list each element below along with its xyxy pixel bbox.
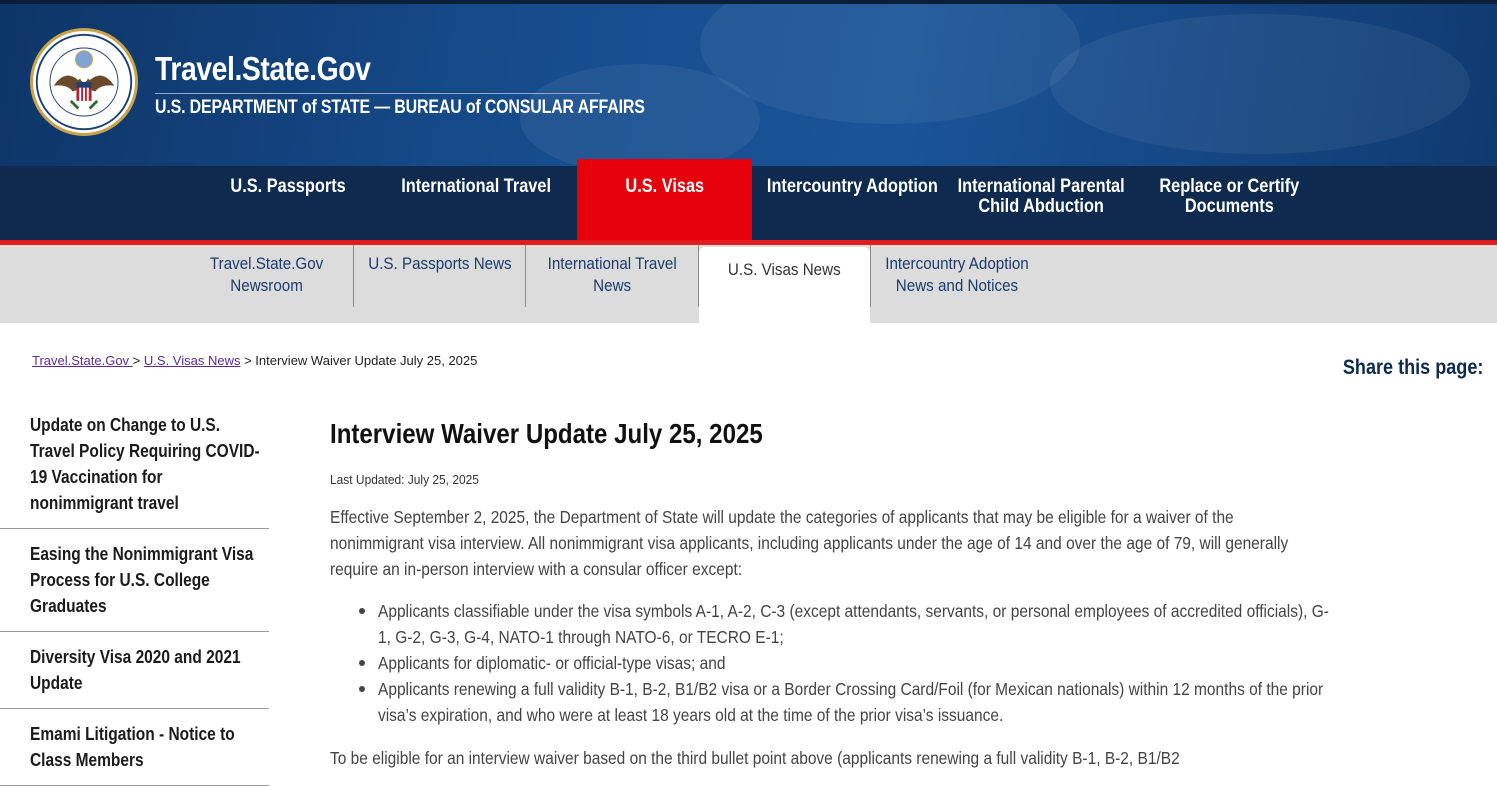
nav-replace-or-certify-documents[interactable]: Replace or Certify Documents: [1159, 176, 1299, 217]
list-item: Applicants for diplomatic- or official-type visas; and: [378, 650, 1295, 676]
breadcrumb: [32, 353, 477, 368]
nav-us-passports[interactable]: U.S. Passports: [230, 176, 346, 197]
list-item: Applicants classifiable under the visa symbols A-1, A-2, C-3 (except attendants, servants, or personal employees of accredited officials), G-1, G-2, G-3, G-4, NATO-1 through NATO-6, or TECRO E-1;: [378, 598, 1295, 650]
site-subtitle: U.S. DEPARTMENT of STATE — BUREAU of CONSULAR AFFAIRS: [155, 97, 645, 118]
article-content: [330, 418, 1329, 771]
article-closing-paragraph: To be eligible for an interview waiver based on the third bullet point above (applicants renewing a full validity B-1, B-2, B1/B2: [330, 748, 1180, 768]
list-item: Applicants renewing a full validity B-1, B-2, B1/B2 visa or a Border Crossing Card/Foil (for Mexican nationals) within 12 months of the prior visa’s expiration, and who were at least 18 years old at the time of the prior visa’s issuance.: [378, 676, 1295, 728]
department-seal-logo[interactable]: [30, 28, 138, 136]
map-texture: [1050, 14, 1470, 154]
main-navigation: [0, 166, 1497, 240]
breadcrumb-link-visas-news[interactable]: U.S. Visas News: [143, 353, 241, 368]
sidebar-item-covid-vaccination-policy[interactable]: Update on Change to U.S. Travel Policy Requiring COVID- 19 Vaccination for nonimmigrant travel: [0, 400, 269, 529]
site-title[interactable]: Travel.State.Gov: [155, 50, 371, 87]
nav-intercountry-adoption[interactable]: Intercountry Adoption: [766, 176, 938, 197]
subnav-international-travel-news[interactable]: International Travel News: [547, 255, 677, 295]
breadcrumb-separator: >: [132, 353, 144, 368]
share-this-page-label: Share this page:: [1342, 356, 1483, 379]
breadcrumb-current: Interview Waiver Update July 25, 2025: [255, 353, 478, 368]
sidebar-item-easing-visa-process[interactable]: Easing the Nonimmigrant Visa Process for U.S. College Graduates: [0, 529, 269, 632]
title-divider: [155, 93, 600, 94]
site-header: [0, 4, 1497, 166]
eagle-seal-icon: [33, 31, 135, 133]
article-intro-paragraph: Effective September 2, 2025, the Department of State will update the categories of applicants that may be eligible for a waiver of the nonimmigrant visa interview. All nonimmigrant visa applicants, including applicants under the age of 14 and over the age of 79, will generally require an in-person interview with a consular officer except:: [330, 507, 1289, 579]
subnav-intercountry-adoption-news[interactable]: Intercountry Adoption News and Notices: [885, 255, 1029, 295]
nav-international-parental-child-abduction[interactable]: International Parental Child Abduction: [957, 176, 1125, 217]
nav-international-travel[interactable]: International Travel: [401, 176, 551, 197]
sidebar-item-diversity-visa-update[interactable]: Diversity Visa 2020 and 2021 Update: [0, 632, 269, 709]
sidebar-item-emami-litigation[interactable]: Emami Litigation - Notice to Class Members: [0, 709, 269, 786]
news-subnavigation: [0, 245, 1497, 323]
subnav-us-passports-news[interactable]: U.S. Passports News: [367, 255, 512, 273]
breadcrumb-link-home[interactable]: Travel.State.Gov: [32, 353, 133, 368]
breadcrumb-separator: >: [240, 353, 256, 368]
subnav-us-visas-news[interactable]: U.S. Visas News: [699, 247, 870, 323]
page-title: Interview Waiver Update July 25, 2025: [330, 418, 763, 449]
related-news-sidebar: [0, 400, 269, 786]
nav-us-visas[interactable]: U.S. Visas: [577, 159, 752, 240]
exception-list: [330, 598, 1329, 728]
subnav-newsroom[interactable]: Travel.State.Gov Newsroom: [209, 255, 324, 295]
last-updated-date: Last Updated: July 25, 2025: [330, 472, 479, 487]
